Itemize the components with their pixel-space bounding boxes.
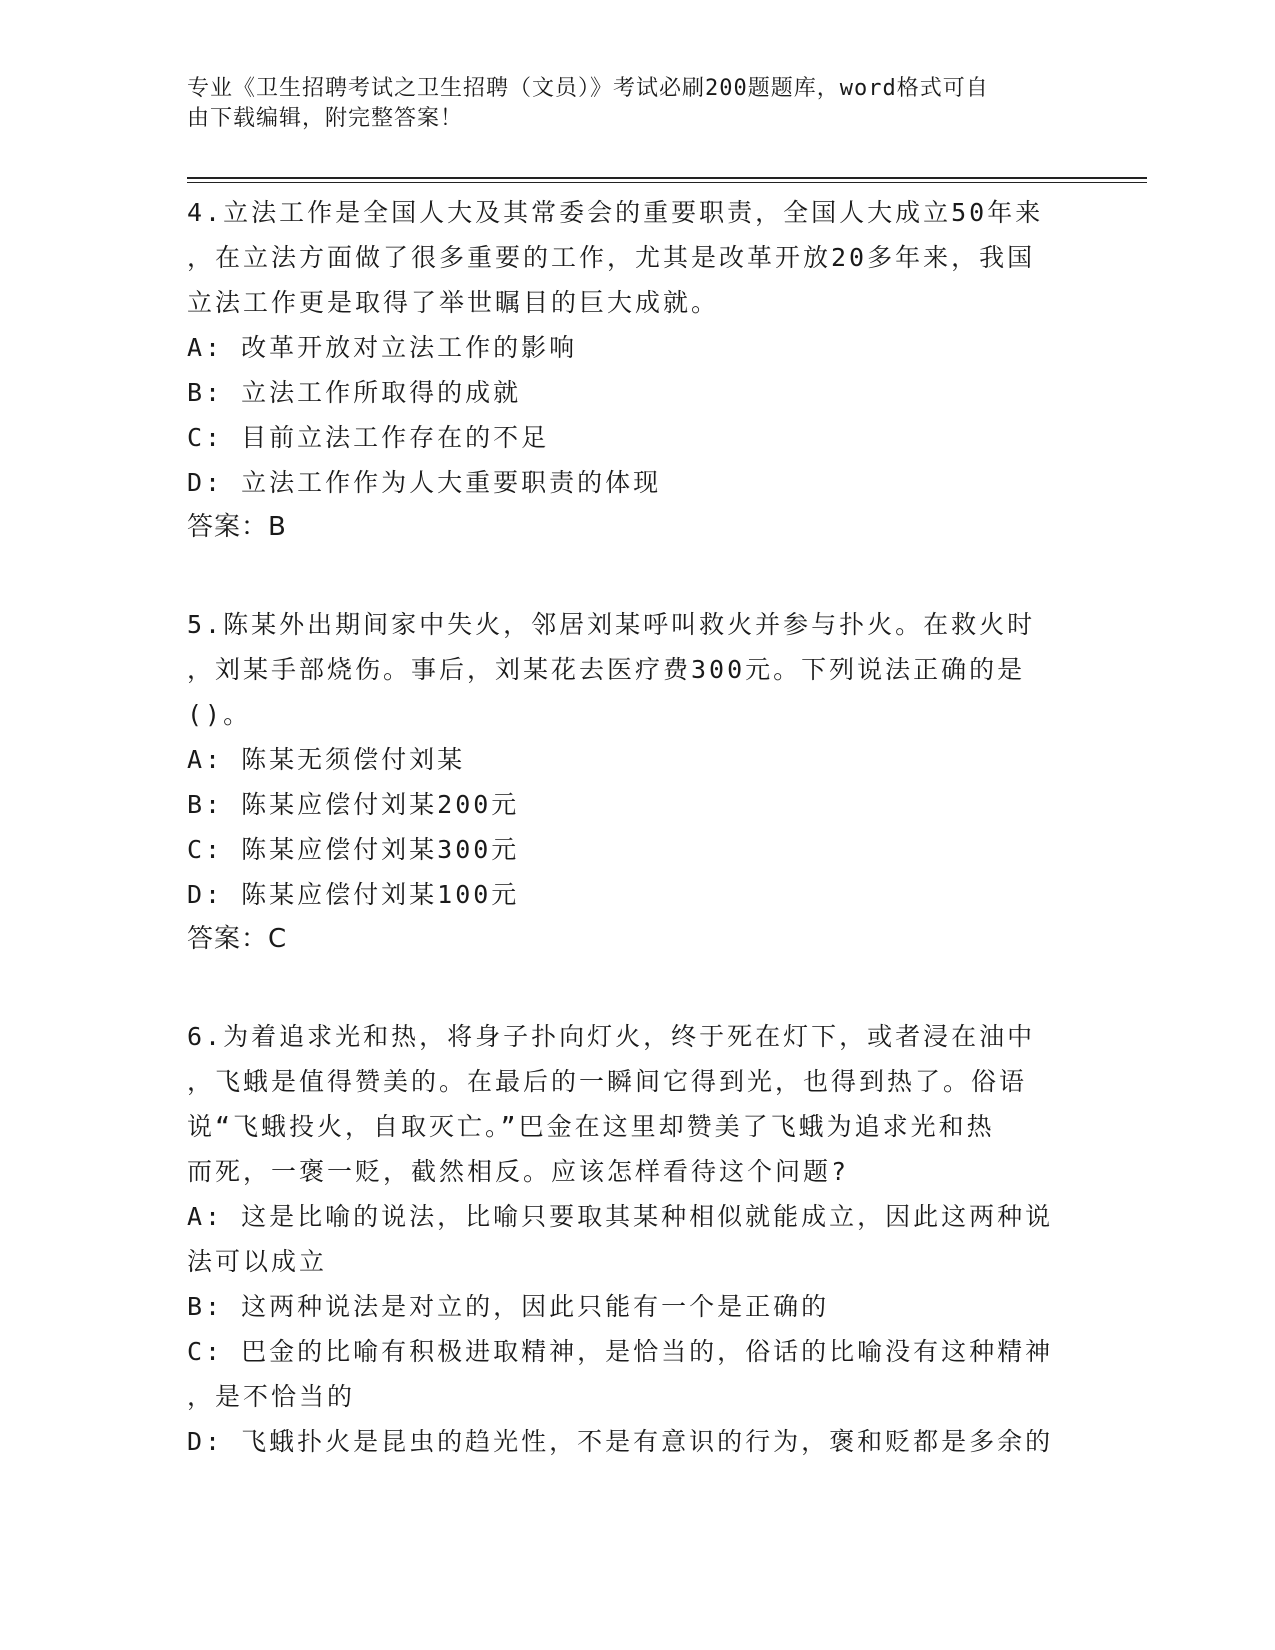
question-stem-line: ，刘某手部烧伤。事后，刘某花去医疗费300元。下列说法正确的是: [187, 655, 1026, 684]
question-stem-line: 立法工作更是取得了举世瞩目的巨大成就。: [187, 288, 720, 317]
option-c-continued: ，是不恰当的: [187, 1382, 356, 1411]
option-a: A: 改革开放对立法工作的影响: [187, 333, 578, 362]
question-4: [187, 190, 1067, 550]
option-c: C: 陈某应偿付刘某300元: [187, 835, 520, 864]
header-divider-thick: [187, 177, 1147, 179]
question-stem-line: 而死，一褒一贬，截然相反。应该怎样看待这个问题?: [187, 1157, 850, 1186]
question-stem-line: 说“飞蛾投火，自取灭亡。”巴金在这里却赞美了飞蛾为追求光和热: [187, 1112, 995, 1141]
header-line-2: 由下载编辑，附完整答案！: [187, 106, 464, 131]
question-6: [187, 1014, 1067, 1464]
option-b: B: 陈某应偿付刘某200元: [187, 790, 520, 819]
question-stem-line: 4.立法工作是全国人大及其常委会的重要职责，全国人大成立50年来: [187, 198, 1044, 227]
document-header: [187, 74, 1067, 134]
header-divider-thin: [187, 182, 1147, 183]
option-a: A: 这是比喻的说法，比喻只要取其某种相似就能成立，因此这两种说: [187, 1202, 1054, 1231]
answer-label: 答案：B: [187, 512, 287, 542]
option-d: D: 陈某应偿付刘某100元: [187, 880, 520, 909]
option-d: D: 飞蛾扑火是昆虫的趋光性，不是有意识的行为，褒和贬都是多余的: [187, 1427, 1054, 1456]
question-stem-line: 6.为着追求光和热，将身子扑向灯火，终于死在灯下，或者浸在油中: [187, 1022, 1036, 1051]
option-c: C: 巴金的比喻有积极进取精神，是恰当的，俗话的比喻没有这种精神: [187, 1337, 1054, 1366]
option-a: A: 陈某无须偿付刘某: [187, 745, 466, 774]
option-d: D: 立法工作作为人大重要职责的体现: [187, 468, 662, 497]
answer-label: 答案：C: [187, 924, 288, 954]
question-5: [187, 602, 1067, 962]
question-stem-line: 5.陈某外出期间家中失火，邻居刘某呼叫救火并参与扑火。在救火时: [187, 610, 1036, 639]
question-stem-line: ()。: [187, 700, 252, 729]
question-list: [187, 190, 1067, 1516]
option-c: C: 目前立法工作存在的不足: [187, 423, 550, 452]
header-line-1: 专业《卫生招聘考试之卫生招聘（文员）》考试必刷200题题库，word格式可自: [187, 76, 989, 101]
question-stem-line: ，飞蛾是值得赞美的。在最后的一瞬间它得到光，也得到热了。俗语: [187, 1067, 1028, 1096]
option-a-continued: 法可以成立: [187, 1247, 328, 1276]
option-b: B: 这两种说法是对立的，因此只能有一个是正确的: [187, 1292, 830, 1321]
option-b: B: 立法工作所取得的成就: [187, 378, 522, 407]
question-stem-line: ，在立法方面做了很多重要的工作，尤其是改革开放20多年来，我国: [187, 243, 1036, 272]
